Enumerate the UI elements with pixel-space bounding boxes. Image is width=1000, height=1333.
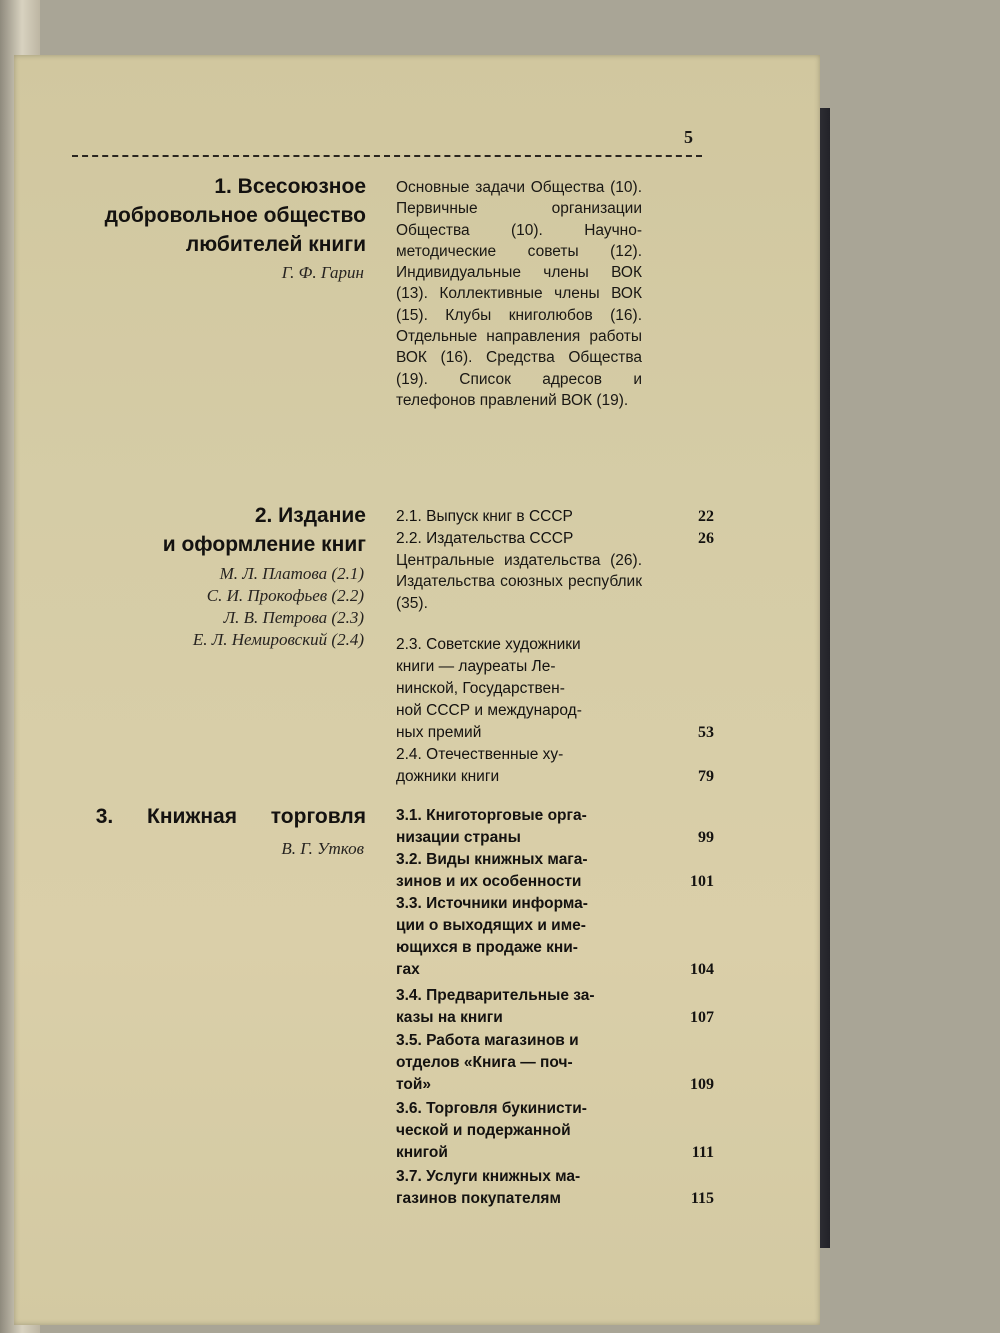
- section-2-title: [163, 501, 366, 559]
- toc-entry[interactable]: [396, 744, 714, 788]
- toc-entry-text: 3.6. Торговля букинисти-: [396, 1100, 587, 1117]
- toc-entry[interactable]: [396, 634, 714, 744]
- toc-page-number: 104: [690, 961, 714, 978]
- toc-page-number: 101: [690, 873, 714, 890]
- toc-entry-text: 3.5. Работа магазинов и: [396, 1032, 579, 1049]
- toc-entry-text: 3.2. Виды книжных мага-: [396, 851, 588, 868]
- toc-entry-text: ческой и подержанной: [396, 1122, 571, 1139]
- page-number: 5: [684, 127, 693, 147]
- author: Е. Л. Немировский (2.4): [192, 630, 364, 649]
- toc-entry-text: 3.1. Книготорговые орга-: [396, 807, 587, 824]
- section-title-line: 1. Всесоюзное: [214, 175, 366, 198]
- toc-page-number: 26: [698, 530, 714, 547]
- toc-entry[interactable]: [396, 893, 714, 981]
- toc-entry[interactable]: [396, 1098, 714, 1164]
- toc-page-number: 53: [698, 724, 714, 741]
- toc-entry-text: газинов покупателям: [396, 1190, 561, 1207]
- toc-subentry-description: Центральные издательства (26). Издательства союзных республик (35).: [396, 552, 642, 612]
- toc-entry[interactable]: [396, 985, 714, 1029]
- toc-page-number: 79: [698, 768, 714, 785]
- toc-entry-text: ной СССР и международ-: [396, 702, 582, 719]
- toc-entry-text: 3.3. Источники информа-: [396, 895, 588, 912]
- section-title-line: 3. Книжная торговля: [95, 805, 366, 828]
- section-1-description: Основные задачи Общества (10). Первичные организации Общества (10). Научно-методические советы (12). Индивидуальные члены ВОК (13). Коллективные члены ВОК (15). Клубы книголюбов (16). Отдельные направления работы ВОК (16). Средства Общества (19). Список адресов и телефонов правлений ВОК (19).: [396, 179, 642, 409]
- header-rule: [72, 155, 702, 157]
- toc-page-number: 111: [691, 1144, 714, 1161]
- toc-entry-text: дожники книги: [396, 768, 500, 785]
- toc-entry-text: 2.4. Отечественные ху-: [396, 746, 564, 763]
- toc-page-number: 99: [698, 829, 714, 846]
- section-title-line: любителей книги: [185, 233, 366, 256]
- section-3-authors: [281, 838, 364, 860]
- toc-page-number: 115: [690, 1190, 714, 1207]
- toc-entry[interactable]: [396, 1030, 714, 1096]
- toc-entry[interactable]: [396, 1166, 714, 1210]
- toc-entry-text: той»: [396, 1076, 432, 1093]
- section-title-line: и оформление книг: [162, 533, 366, 556]
- toc-entry-text: низации страны: [396, 829, 521, 846]
- toc-entry-text: ющихся в продаже кни-: [396, 939, 578, 956]
- toc-entry[interactable]: [396, 849, 714, 893]
- toc-entry-text: 2.2. Издательства СССР: [396, 530, 574, 547]
- toc-entry-text: 3.7. Услуги книжных ма-: [396, 1168, 581, 1185]
- toc-entry[interactable]: [396, 805, 714, 849]
- toc-entry-text: гах: [396, 961, 420, 978]
- section-3-title: [96, 802, 366, 831]
- author: М. Л. Платова (2.1): [219, 564, 364, 583]
- toc-entry-text: 2.1. Выпуск книг в СССР: [396, 508, 573, 525]
- toc-page-number: 109: [690, 1076, 714, 1093]
- section-title-line: добровольное общество: [104, 204, 366, 227]
- toc-entry[interactable]: [396, 528, 714, 550]
- toc-entry-text: нинской, Государствен-: [396, 680, 565, 697]
- toc-entry-text: книги — лауреаты Ле-: [396, 658, 556, 675]
- toc-page-number: 22: [698, 508, 714, 525]
- toc-entry-text: книгой: [396, 1144, 448, 1161]
- toc-entry-text: зинов и их особенности: [396, 873, 582, 890]
- toc-entry-text: казы на книги: [396, 1009, 503, 1026]
- toc-entry-text: 2.3. Советские художники: [396, 636, 581, 653]
- author: Л. В. Петрова (2.3): [223, 608, 364, 627]
- author: С. И. Прокофьев (2.2): [206, 586, 364, 605]
- section-1-title: [105, 172, 366, 259]
- section-title-line: 2. Издание: [254, 504, 366, 527]
- toc-entry-text: отделов «Книга — поч-: [396, 1054, 573, 1071]
- toc-page-number: 107: [690, 1009, 714, 1026]
- author: В. Г. Утков: [281, 839, 364, 858]
- section-2-authors: [193, 563, 364, 651]
- author: Г. Ф. Гарин: [281, 263, 364, 282]
- toc-entry-text: 3.4. Предварительные за-: [396, 987, 595, 1004]
- toc-entry-text: ции о выходящих и име-: [396, 917, 586, 934]
- section-1-authors: [282, 262, 364, 284]
- toc-entry-text: ных премий: [396, 724, 482, 741]
- toc-entry[interactable]: [396, 506, 714, 528]
